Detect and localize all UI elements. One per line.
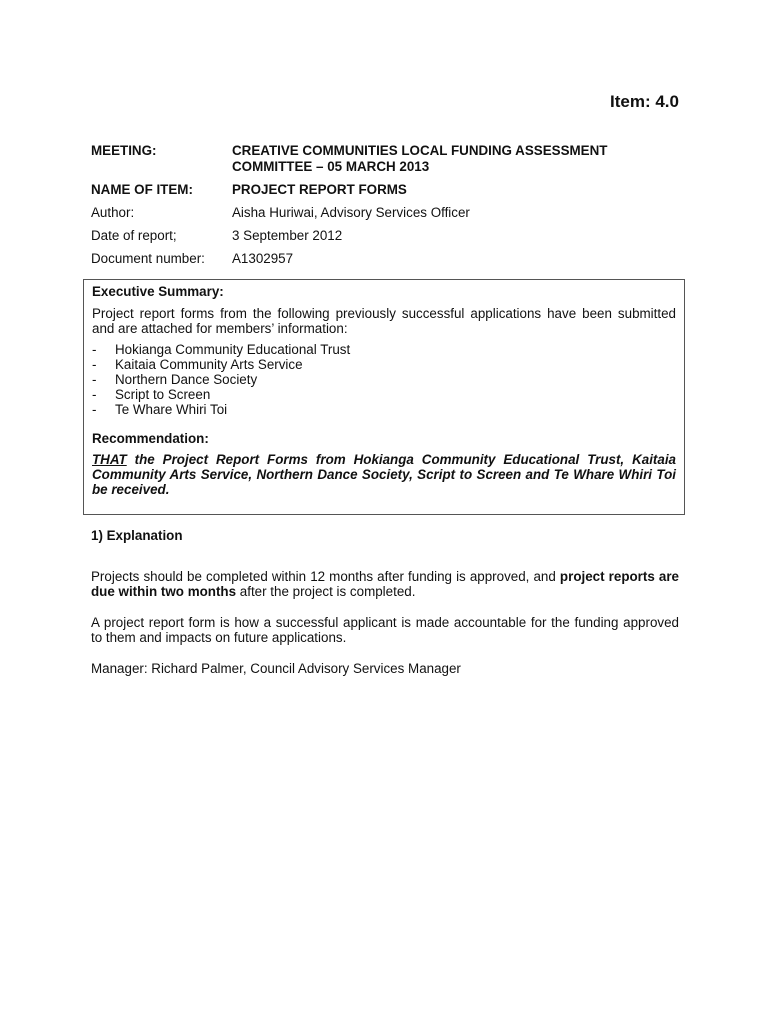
list-item xyxy=(92,357,676,372)
recommendation-body: the Project Report Forms from Hokianga Community Educational Trust, Kaitaia Community Arts Service, Northern Dance Society, Script to Screen and Te Whare Whiri Toi be received. xyxy=(92,452,676,497)
explanation-paragraph-1 xyxy=(91,569,679,599)
document-number-label: Document number: xyxy=(91,251,205,266)
applicant-list xyxy=(92,342,676,417)
meeting-details xyxy=(91,143,681,274)
item-name-value: PROJECT REPORT FORMS xyxy=(232,182,407,197)
executive-summary-heading: Executive Summary: xyxy=(92,284,224,299)
paragraph-1-start: Projects should be completed within 12 months after funding is approved, and xyxy=(91,569,560,584)
list-dash: - xyxy=(92,387,97,402)
list-dash: - xyxy=(92,357,97,372)
list-item xyxy=(92,342,676,357)
explanation-heading: 1) Explanation xyxy=(91,528,183,543)
item-number: Item: 4.0 xyxy=(610,92,679,111)
list-dash: - xyxy=(92,372,97,387)
list-item-text: Te Whare Whiri Toi xyxy=(115,402,228,417)
paragraph-1-end: after the project is completed. xyxy=(236,584,416,599)
item-name-label: NAME OF ITEM: xyxy=(91,182,193,197)
list-item-text: Kaitaia Community Arts Service xyxy=(115,357,303,372)
date-value: 3 September 2012 xyxy=(232,228,343,243)
recommendation-that: THAT xyxy=(92,452,127,467)
list-item xyxy=(92,387,676,402)
author-row xyxy=(91,205,681,221)
meeting-value: CREATIVE COMMUNITIES LOCAL FUNDING ASSESSMENT COMMITTEE – 05 MARCH 2013 xyxy=(232,143,608,174)
author-value: Aisha Huriwai, Advisory Services Officer xyxy=(232,205,470,220)
list-item-text: Script to Screen xyxy=(115,387,211,402)
document-number-value: A1302957 xyxy=(232,251,294,266)
date-label: Date of report; xyxy=(91,228,177,243)
list-item-text: Hokianga Community Educational Trust xyxy=(115,342,351,357)
explanation-paragraph-2: A project report form is how a successful applicant is made accountable for the funding approved to them and impacts on future applications. xyxy=(91,615,679,645)
list-item xyxy=(92,402,676,417)
recommendation-text xyxy=(92,452,676,497)
meeting-row xyxy=(91,143,681,175)
paragraph-1-emphasis: project reports are due within two months xyxy=(91,569,679,599)
executive-summary-intro: Project report forms from the following previously successful applications have been submitted and are attached for members’ information: xyxy=(92,306,676,336)
executive-summary-box xyxy=(83,279,685,515)
meeting-label: MEETING: xyxy=(91,143,157,158)
author-label: Author: xyxy=(91,205,135,220)
date-row xyxy=(91,228,681,244)
list-dash: - xyxy=(92,402,97,417)
recommendation-heading: Recommendation: xyxy=(92,431,209,446)
list-dash: - xyxy=(92,342,97,357)
item-name-row xyxy=(91,182,681,198)
list-item-text: Northern Dance Society xyxy=(115,372,258,387)
list-item xyxy=(92,372,676,387)
manager-line: Manager: Richard Palmer, Council Advisory Services Manager xyxy=(91,661,461,676)
document-number-row xyxy=(91,251,681,267)
